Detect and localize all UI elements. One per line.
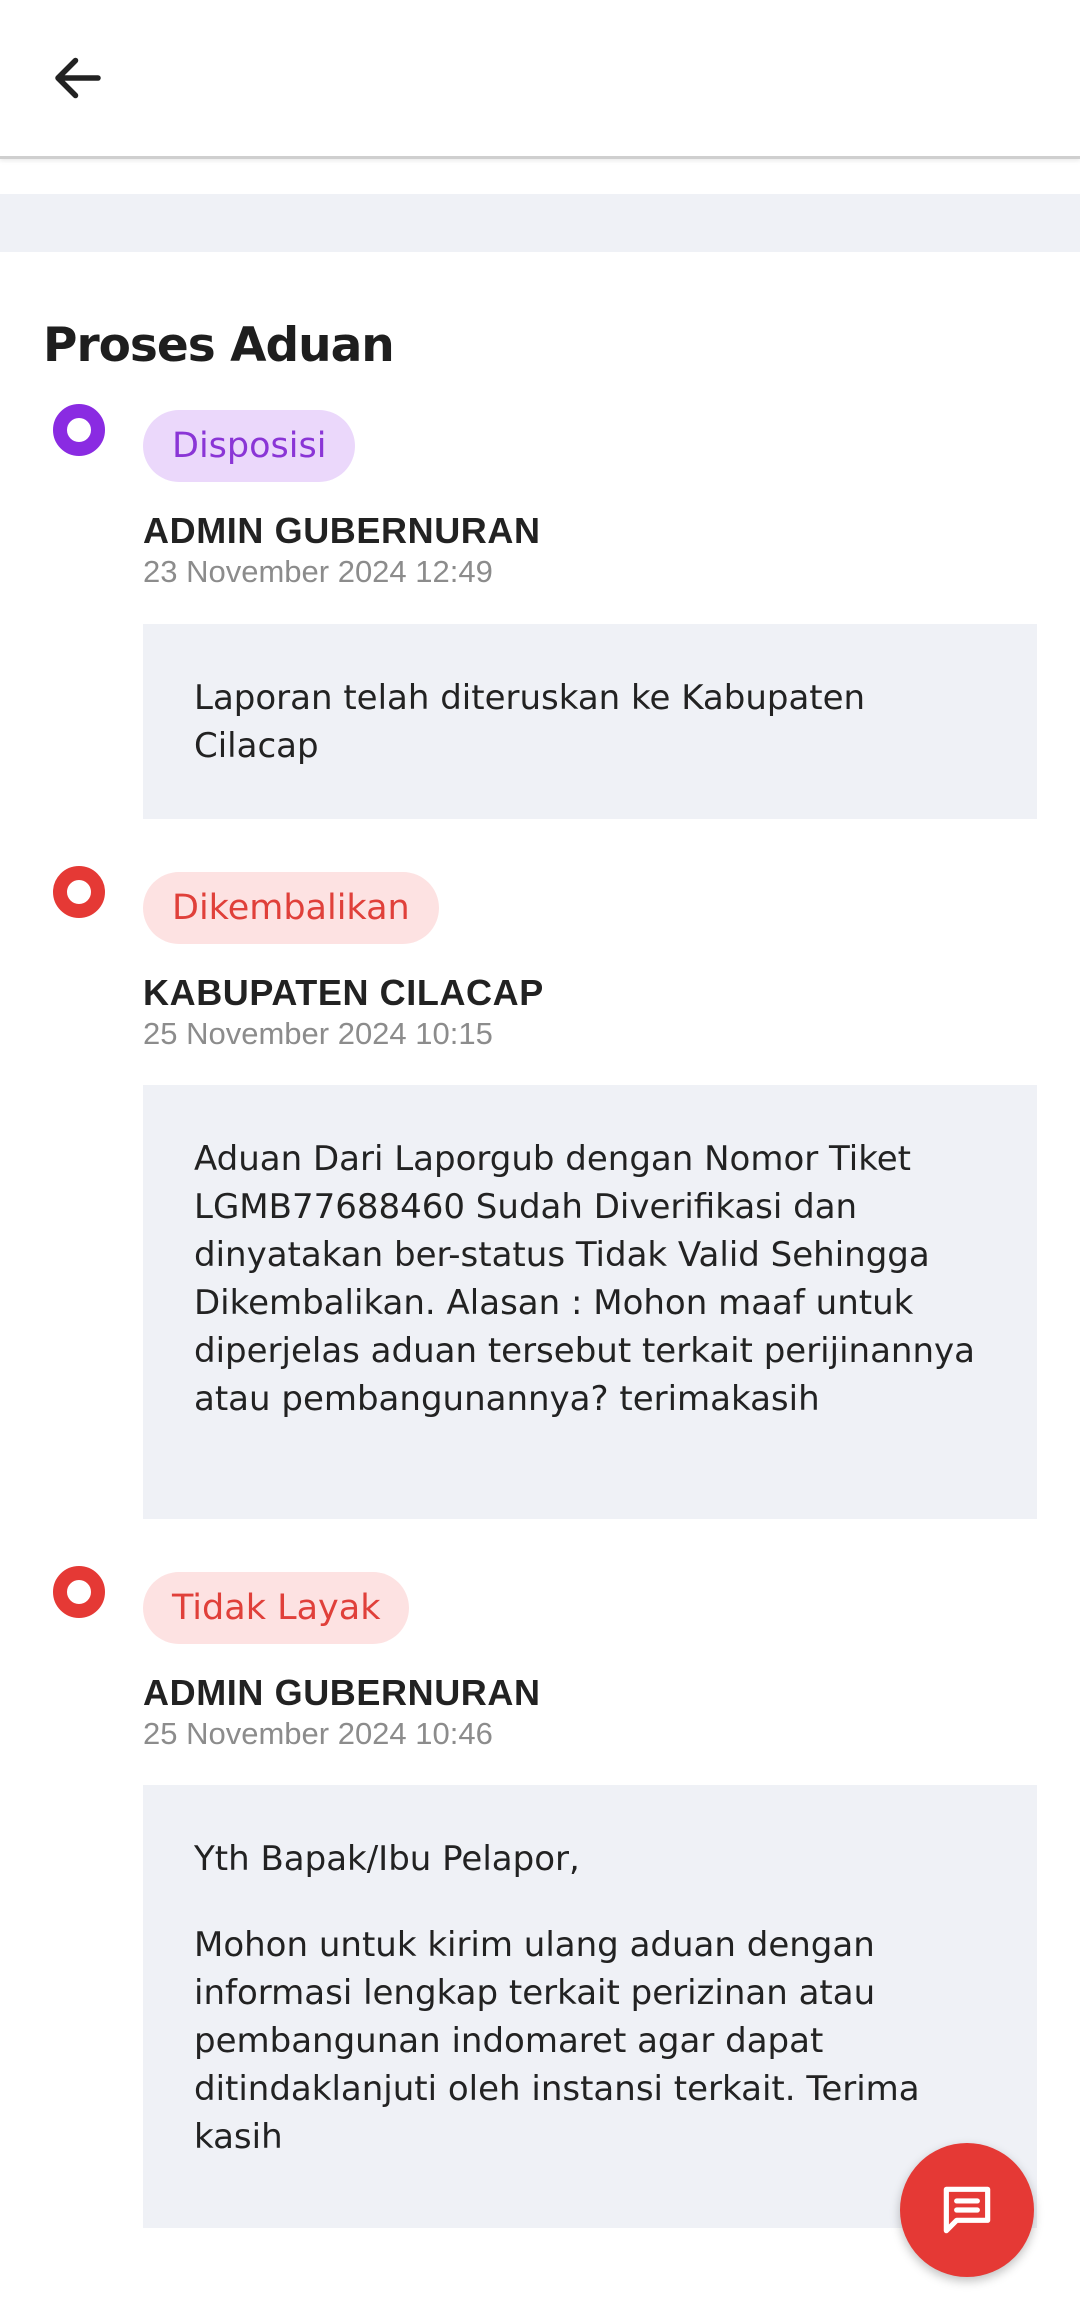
status-badge: Tidak Layak bbox=[143, 1572, 409, 1644]
timeline-dot bbox=[53, 866, 105, 918]
message-box bbox=[143, 624, 1037, 819]
message-box bbox=[143, 1085, 1037, 1519]
entry-timestamp: 23 November 2024 12:49 bbox=[143, 554, 493, 589]
chat-button[interactable] bbox=[900, 2143, 1034, 2277]
section-divider-band bbox=[0, 194, 1080, 252]
arrow-left-icon bbox=[48, 48, 108, 108]
status-badge: Disposisi bbox=[143, 410, 355, 482]
message-text: Mohon untuk kirim ulang aduan dengan informasi lengkap terkait perizinan atau pembangunan indomaret agar dapat ditindaklanjuti oleh instansi terkait. Terima kasih bbox=[194, 1925, 920, 2157]
chat-message-icon bbox=[936, 2179, 998, 2241]
section-title: Proses Aduan bbox=[43, 318, 394, 373]
entry-timestamp: 25 November 2024 10:46 bbox=[143, 1716, 493, 1751]
app-bar bbox=[0, 0, 1080, 159]
entry-timestamp: 25 November 2024 10:15 bbox=[143, 1016, 493, 1051]
message-text: Laporan telah diteruskan ke Kabupaten Cilacap bbox=[194, 678, 866, 766]
message-box bbox=[143, 1785, 1037, 2228]
timeline-dot bbox=[53, 1566, 105, 1618]
entry-actor: KABUPATEN CILACAP bbox=[143, 972, 544, 1013]
entry-actor: ADMIN GUBERNURAN bbox=[143, 510, 541, 551]
back-button[interactable] bbox=[40, 40, 116, 116]
status-badge: Dikembalikan bbox=[143, 872, 439, 944]
message-text: Aduan Dari Laporgub dengan Nomor Tiket LGMB77688460 Sudah Diverifikasi dan dinyatakan ber-status Tidak Valid Sehingga Dikembalikan. Alasan : Mohon maaf untuk diperjelas aduan tersebut terkait perijinannya atau pembangunannya? terimakasih bbox=[194, 1139, 975, 1419]
timeline-dot bbox=[53, 404, 105, 456]
entry-actor: ADMIN GUBERNURAN bbox=[143, 1672, 541, 1713]
message-greeting: Yth Bapak/Ibu Pelapor, bbox=[194, 1839, 580, 1879]
